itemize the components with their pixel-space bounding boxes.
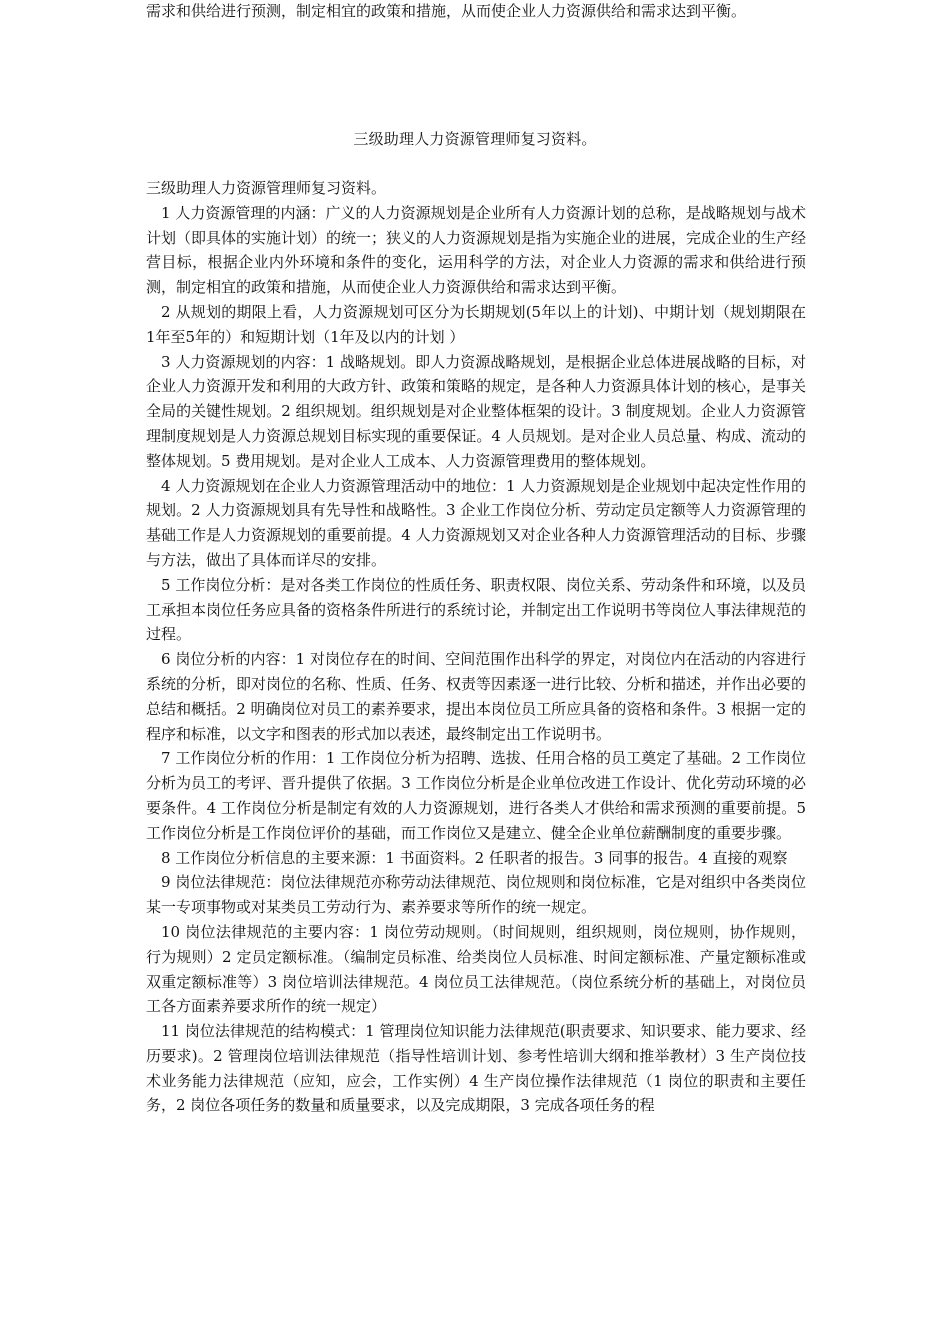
paragraph-10: 10 岗位法律规范的主要内容：1 岗位劳动规则。（时间规则，组织规则，岗位规则，协作规则，行为规则）2 定员定额标准。（编制定员标准、给类岗位人员标准、时间定额标准、产量定额标准或双重定额标准等）3 岗位培训法律规范。4 岗位员工法律规范。（岗位系统分析的基础上，对岗位员工各方面素养要求所作的统一规定） xyxy=(146,922,806,1016)
paragraph-3: 3 人力资源规划的内容：1 战略规划。即人力资源战略规划，是根据企业总体进展战略的目标，对企业人力资源开发和利用的大政方针、政策和策略的规定，是各种人力资源具体计划的核心，是事关全局的关键性规划。2 组织规划。组织规划是对企业整体框架的设计。3 制度规划。企业人力资源管理制度规划是人力资源总规划目标实现的重要保证。4 人员规划。是对企业人员总量、构成、流动的整体规划。5 费用规划。是对企业人工成本、人力资源管理费用的整体规划。 xyxy=(146,352,807,470)
paragraph-9: 9 岗位法律规范：岗位法律规范亦称劳动法律规范、岗位规则和岗位标准，它是对组织中各类岗位某一专项事物或对某类员工劳动行为、素养要求等所作的统一规定。 xyxy=(146,873,806,917)
paragraph-11: 11 岗位法律规范的结构模式：1 管理岗位知识能力法律规范(职责要求、知识要求、能力要求、经历要求)。2 管理岗位培训法律规范（指导性培训计划、参考性培训大纲和推举教材）3 生产岗位技术业务能力法律规范（应知，应会，工作实例）4 生产岗位操作法律规范（1 岗位的职责和主要任务，2 岗位各项任务的数量和质量要求，以及完成期限，3 完成各项任务的程 xyxy=(146,1022,806,1115)
paragraph-8: 8 工作岗位分析信息的主要来源：1 书面资料。2 任职者的报告。3 同事的报告。4 直接的观察 xyxy=(161,848,788,867)
body-intro: 三级助理人力资源管理师复习资料。 xyxy=(146,179,387,197)
paragraph-6: 6 岗位分析的内容：1 对岗位存在的时间、空间范围作出科学的界定，对岗位内在活动的内容进行系统的分析，即对岗位的名称、性质、任务、权责等因素逐一进行比较、分析和描述，并作出必要的总结和概括。2 明确岗位对员工的素养要求，提出本岗位员工所应具备的资格和条件。3 根据一定的程序和标准，以文字和图表的形式加以表述，最终制定出工作说明书。 xyxy=(146,650,807,743)
paragraph-1: 1 人力资源管理的内涵：广义的人力资源规划是企业所有人力资源计划的总称，是战略规划与战术计划（即具体的实施计划）的统一；狭义的人力资源规划是指为实施企业的进展，完成企业的生产经营目标，根据企业内外环境和条件的变化，运用科学的方法，对企业人力资源的需求和供给进行预测，制定相宜的政策和措施，从而使企业人力资源供给和需求达到平衡。 xyxy=(146,203,807,297)
paragraph-5: 5 工作岗位分析：是对各类工作岗位的性质任务、职责权限、岗位关系、劳动条件和环境，以及员工承担本岗位任务应具备的资格条件所进行的系统讨论，并制定出工作说明书等岗位人事法律规范的过程。 xyxy=(146,575,807,644)
paragraph-7: 7 工作岗位分析的作用：1 工作岗位分析为招聘、选拔、任用合格的员工奠定了基础。2 工作岗位分析为员工的考评、晋升提供了依据。3 工作岗位分析是企业单位改进工作设计、优化劳动环境的必要条件。4 工作岗位分析是制定有效的人力资源规划，进行各类人才供给和需求预测的重要前提。5 工作岗位分析是工作岗位评价的基础，而工作岗位又是建立、健全企业单位薪酬制度的重要步骤。 xyxy=(146,749,806,842)
paragraph-2: 2 从规划的期限上看，人力资源规划可区分为长期规划(5年以上的计划)、中期计划（规划期限在1年至5年的）和短期计划（1年及以内的计划 ） xyxy=(146,302,806,346)
document-body xyxy=(146,176,806,1118)
paragraph-4: 4 人力资源规划在企业人力资源管理活动中的地位：1 人力资源规划是企业规划中起决定性作用的规划。2 人力资源规划具有先导性和战略性。3 企业工作岗位分析、劳动定员定额等人力资源管理的基础工作是人力资源规划的重要前提。4 人力资源规划又对企业各种人力资源管理活动的目标、步骤与方法，做出了具体而详尽的安排。 xyxy=(146,476,806,569)
previous-page-fragment: 需求和供给进行预测，制定相宜的政策和措施，从而使企业人力资源供给和需求达到平衡。 xyxy=(146,2,747,20)
document-title: 三级助理人力资源管理师复习资料。 xyxy=(353,130,597,148)
